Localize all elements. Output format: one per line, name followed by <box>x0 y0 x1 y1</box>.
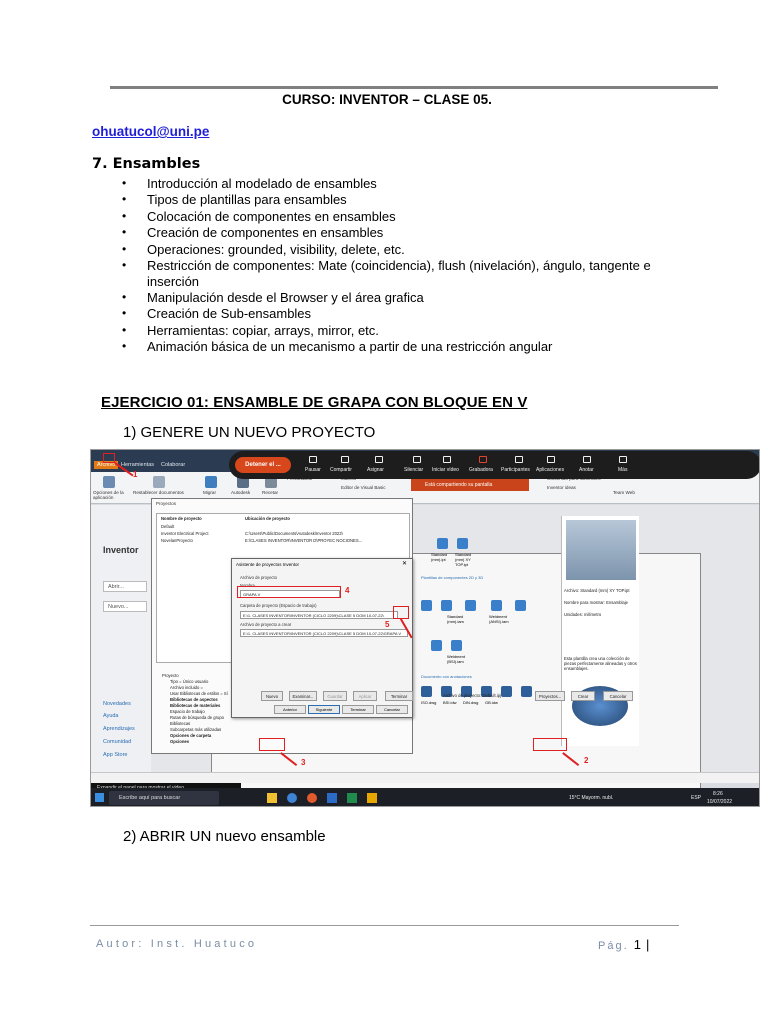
callout-number-3: 3 <box>301 758 306 767</box>
ribbon-label: Restablecer documentos <box>133 490 184 495</box>
tree-item[interactable]: Bibliotecas de materiales <box>170 703 221 708</box>
meeting-toolbar <box>229 451 760 479</box>
meeting-item[interactable]: Asignar <box>367 467 384 473</box>
meeting-item[interactable]: Más <box>618 467 628 473</box>
projects-dialog-title: Proyectos <box>156 501 177 506</box>
template-label: Weldment (BSI).iam <box>447 654 465 664</box>
preview-mostrar: Nombre para mostrar: Ensamblaje <box>564 600 629 605</box>
migrate-icon[interactable] <box>205 476 217 488</box>
ribbon-tab-herramientas[interactable]: Herramientas <box>121 462 155 468</box>
weather-widget[interactable]: 15°C Mayorm. nubl. <box>569 795 614 801</box>
list-item <box>122 258 702 289</box>
apply-button[interactable]: Aplicar <box>353 691 377 701</box>
col-header-name: Nombre de proyecto <box>161 516 202 521</box>
meeting-item[interactable]: Pausar <box>305 467 321 473</box>
list-item-text: Herramientas: copiar, arrays, mirror, etc. <box>147 322 379 338</box>
tree-item[interactable]: Bibliotecas de aspectos <box>170 697 218 702</box>
ribbon-label[interactable]: Team Web <box>613 490 635 495</box>
link-aprendizajes[interactable]: Aprendizajes <box>103 726 135 732</box>
clock-time[interactable]: 8:26 <box>713 791 723 797</box>
template-label: GB.idw <box>485 700 498 705</box>
author-email-link[interactable]: ohuatucol@uni.pe <box>92 124 210 139</box>
apps-icon[interactable] <box>547 456 555 463</box>
preview-unidades: Unidades: milímetro <box>564 612 602 617</box>
list-item <box>122 339 702 355</box>
list-item-text: Creación de Sub-ensambles <box>147 306 312 322</box>
footer-rule <box>90 925 679 926</box>
bullet-icon: • <box>122 208 127 223</box>
clock-date[interactable]: 10/07/2022 <box>707 799 733 805</box>
list-item <box>122 323 702 339</box>
template-label: ISO.dwg <box>421 700 437 705</box>
finish-projects-button[interactable]: Terminar <box>385 691 413 701</box>
list-item <box>122 242 702 258</box>
video-icon[interactable] <box>443 456 451 463</box>
bullet-icon: • <box>122 225 127 240</box>
meeting-item[interactable]: Silenciar <box>404 467 424 473</box>
project-file-selector[interactable]: Archivo de proyecto: Default.ipj <box>443 693 501 698</box>
excel-icon[interactable] <box>347 793 357 803</box>
close-icon[interactable]: ✕ <box>401 561 407 567</box>
next-button[interactable]: Siguiente <box>308 705 340 714</box>
page-separator: | <box>646 937 650 952</box>
list-item-text: Operaciones: grounded, visibility, delete, etc. <box>147 241 405 257</box>
template-assembly-icon[interactable] <box>515 600 526 611</box>
ribbon-tab-colaborar[interactable]: Colaborar <box>161 462 186 468</box>
language-indicator[interactable]: ESP <box>691 795 702 801</box>
bullet-icon: • <box>122 339 127 354</box>
list-item-text: Introducción al modelado de ensambles <box>147 176 377 191</box>
template-assembly-icon[interactable] <box>421 600 432 611</box>
link-comunidad[interactable]: Comunidad <box>103 739 132 745</box>
list-item-text: Manipulación desde el Browser y el área grafica <box>147 289 424 305</box>
footer-author: Autor: Inst. Huatuco <box>96 938 258 950</box>
tree-item[interactable]: Tipo = Único usuario <box>170 679 209 684</box>
template-assembly-icon[interactable] <box>491 600 502 611</box>
template-label: Standard (mm) XY TOP.ipt <box>455 552 472 567</box>
link-app-store[interactable]: App Store <box>103 752 128 758</box>
table-cell: E:\CLASES INVENTOR\INVENTOR D\PROYEC NOCIONES... <box>245 538 363 543</box>
table-cell: C:\Users\Public\Documents\Autodesk\Inventor 2023\ <box>245 531 343 536</box>
template-assembly-icon[interactable] <box>441 600 452 611</box>
list-item-text: Creación de componentes en ensambles <box>147 225 384 241</box>
word-icon[interactable] <box>327 793 337 803</box>
ribbon-label: Opciones de la aplicación <box>93 490 124 500</box>
options-icon[interactable] <box>103 476 115 488</box>
windows-start-icon[interactable] <box>95 793 104 802</box>
list-item <box>122 176 702 192</box>
step-2-heading: 2) ABRIR UN nuevo ensamble <box>123 828 326 845</box>
edge-icon[interactable] <box>287 793 297 803</box>
tree-item[interactable]: Espacio de trabajo <box>170 709 205 714</box>
annotate-icon[interactable] <box>583 456 591 463</box>
tree-item[interactable]: Opciones <box>170 739 190 744</box>
new-button[interactable]: Nuevo... <box>103 601 147 612</box>
list-item <box>122 306 702 322</box>
callout-box-1 <box>103 453 115 463</box>
reset-icon[interactable] <box>153 476 165 488</box>
create-button[interactable]: Crear <box>571 691 595 701</box>
topic-list <box>122 176 702 356</box>
callout-number-5: 5 <box>385 620 390 629</box>
microphone-icon[interactable] <box>413 456 421 463</box>
template-label: DIN.dwg <box>463 700 479 705</box>
tree-item[interactable]: Bibliotecas <box>170 721 191 726</box>
sharing-banner: Está compartiendo su pantalla <box>411 479 529 491</box>
list-item-text: Restricción de componentes: Mate (coincidencia), flush (nivelación), ángulo, tangente e inserción <box>147 257 651 289</box>
recorder-icon[interactable] <box>479 456 487 463</box>
list-item-text: Animación básica de un mecanismo a partir de una restricción angular <box>147 339 553 355</box>
meeting-item[interactable]: Anotar <box>579 467 594 473</box>
assign-icon[interactable] <box>375 456 383 463</box>
inventor-icon[interactable] <box>367 793 377 803</box>
file-label: Archivo de proyecto a crear <box>240 622 292 627</box>
template-part-icon[interactable] <box>457 538 468 549</box>
tree-item[interactable]: Rutas de búsqueda de grupo <box>170 715 225 720</box>
template-weldment-icon[interactable] <box>431 640 442 651</box>
meeting-item[interactable]: Compartir <box>330 467 352 473</box>
template-label: Standard (mm).ipt <box>431 552 448 562</box>
list-item <box>122 192 702 208</box>
top-rule <box>110 86 718 89</box>
template-weldment-icon[interactable] <box>451 640 462 651</box>
ribbon-tab-archivo[interactable]: Archivo <box>94 461 118 469</box>
tree-item[interactable]: Archivo incluido = <box>170 685 203 690</box>
list-item <box>122 225 702 241</box>
callout-box-2 <box>533 738 567 751</box>
meeting-item[interactable]: Aplicaciones <box>536 467 565 473</box>
open-button[interactable]: Abrir... <box>103 581 147 592</box>
callout-box-5 <box>393 606 409 619</box>
template-preview <box>561 516 639 746</box>
template-label: Standard (mm).iam <box>447 614 464 624</box>
wizard-title: Asistente de proyectos Inventor <box>236 562 300 567</box>
exercise-title: EJERCICIO 01: ENSAMBLE DE GRAPA CON BLOQUE EN V <box>101 394 528 411</box>
tree-item[interactable]: Proyecto <box>162 673 179 678</box>
chrome-icon[interactable] <box>307 793 317 803</box>
tree-item[interactable]: Opciones de carpeta <box>170 733 212 738</box>
more-icon[interactable] <box>619 456 627 463</box>
page-label: Pág. <box>598 940 629 952</box>
callout-number-4: 4 <box>345 586 350 595</box>
cancel-new-button[interactable]: Cancelar <box>603 691 633 701</box>
wizard-section: Archivo de proyecto <box>240 575 278 580</box>
footer-page-number <box>598 937 649 952</box>
browse-button[interactable]: Examinar... <box>289 691 317 701</box>
taskbar-search[interactable]: Escribe aquí para buscar <box>109 791 219 805</box>
preview-description: Esta plantilla crea una colección de piezas perfectamente alineadas y otros ensamblajes. <box>564 656 637 671</box>
share-icon[interactable] <box>341 456 349 463</box>
table-row[interactable]: Default <box>161 524 175 529</box>
callout-number-2: 2 <box>584 756 589 765</box>
ribbon-label: Autodesk <box>231 490 251 495</box>
link-novedades[interactable]: Novedades <box>103 701 131 707</box>
finish-button[interactable]: Terminar <box>342 705 374 714</box>
template-drawing-icon[interactable] <box>421 686 432 697</box>
list-item <box>122 209 702 225</box>
project-name-input[interactable]: GRAPA V <box>240 590 340 598</box>
windows-taskbar <box>91 788 760 807</box>
bullet-icon: • <box>122 257 127 272</box>
status-strip <box>91 772 760 783</box>
list-item <box>122 290 702 306</box>
new-project-button[interactable]: Nuevo <box>261 691 283 701</box>
callout-box-4 <box>237 586 341 598</box>
course-title: CURSO: INVENTOR – CLASE 05. <box>282 92 492 107</box>
tree-item[interactable]: Subcarpetas más utilizadas <box>170 727 222 732</box>
callout-box-3 <box>259 738 285 751</box>
bullet-icon: • <box>122 241 127 256</box>
list-item-text: Colocación de componentes en ensambles <box>147 208 396 224</box>
preview-archivo: Archivo: Standard (mm) XY TOP.ipt <box>564 588 630 593</box>
tree-item[interactable]: Usar Bibliotecas de estilos = Sí <box>170 691 228 696</box>
stop-sharing-button[interactable]: Detener el ... <box>235 457 291 473</box>
inventor-screenshot <box>90 449 760 807</box>
template-label: Weldment (ANSI).iam <box>489 614 509 624</box>
ribbon-label: Migrar <box>203 490 217 495</box>
callout-number-1: 1 <box>133 470 138 479</box>
meeting-item[interactable]: Participantes <box>501 467 530 473</box>
ribbon-label[interactable]: Editor de Visual Basic <box>341 485 386 490</box>
cancel-button[interactable]: Cancelar <box>376 705 408 714</box>
project-folder-input[interactable]: E:\1. CLASES INVENTOR\INVENTOR (CICLO 2209)\CLASE 5 DOM 10-07-22\ <box>240 611 398 619</box>
name-label: Nombre <box>240 583 255 588</box>
meeting-item[interactable]: Iniciar vídeo <box>432 467 459 473</box>
home-title: Inventor <box>103 545 139 555</box>
list-item-text: Tipos de plantillas para ensambles <box>147 192 347 208</box>
projects-button[interactable]: Proyectos... <box>535 691 565 701</box>
section-heading: 7. Ensambles <box>92 156 201 172</box>
back-button[interactable]: Anterior <box>274 705 306 714</box>
save-button[interactable]: Guardar <box>323 691 347 701</box>
template-part-icon[interactable] <box>437 538 448 549</box>
template-section-label: Plantillas de componentes 2D y 3D <box>421 575 484 580</box>
file-explorer-icon[interactable] <box>267 793 277 803</box>
template-label: BSI.idw <box>443 700 457 705</box>
bullet-icon: • <box>122 322 127 337</box>
link-ayuda[interactable]: Ayuda <box>103 713 119 719</box>
col-header-location: Ubicación de proyecto <box>245 516 290 521</box>
inventor-home-panel <box>91 505 151 783</box>
page-number: 1 <box>633 937 641 952</box>
project-file-field: E:\1. CLASES INVENTOR\INVENTOR (CICLO 2209)\CLASE 5 DOM 10-07-22\GRAPA V <box>240 629 408 637</box>
preview-image <box>566 520 636 580</box>
table-row[interactable]: NovelanProyecto <box>161 538 193 543</box>
folder-label: Carpeta de proyecto (Espacio de trabajo) <box>240 603 317 608</box>
meeting-item[interactable]: Grabadora <box>469 467 493 473</box>
ribbon-label: Recetar <box>262 490 279 495</box>
participants-icon[interactable] <box>515 456 523 463</box>
table-row[interactable]: Inventor Electrical Project <box>161 531 209 536</box>
template-section-label: Documento con anotaciones <box>421 674 472 679</box>
pause-icon[interactable] <box>309 456 317 463</box>
step-1-heading: 1) GENERE UN NUEVO PROYECTO <box>123 424 376 441</box>
bullet-icon: • <box>122 192 127 207</box>
ribbon-label[interactable]: Inventor ideas <box>547 485 576 490</box>
bullet-icon: • <box>122 176 127 190</box>
bullet-icon: • <box>122 289 127 304</box>
bullet-icon: • <box>122 306 127 321</box>
template-assembly-icon[interactable] <box>465 600 476 611</box>
